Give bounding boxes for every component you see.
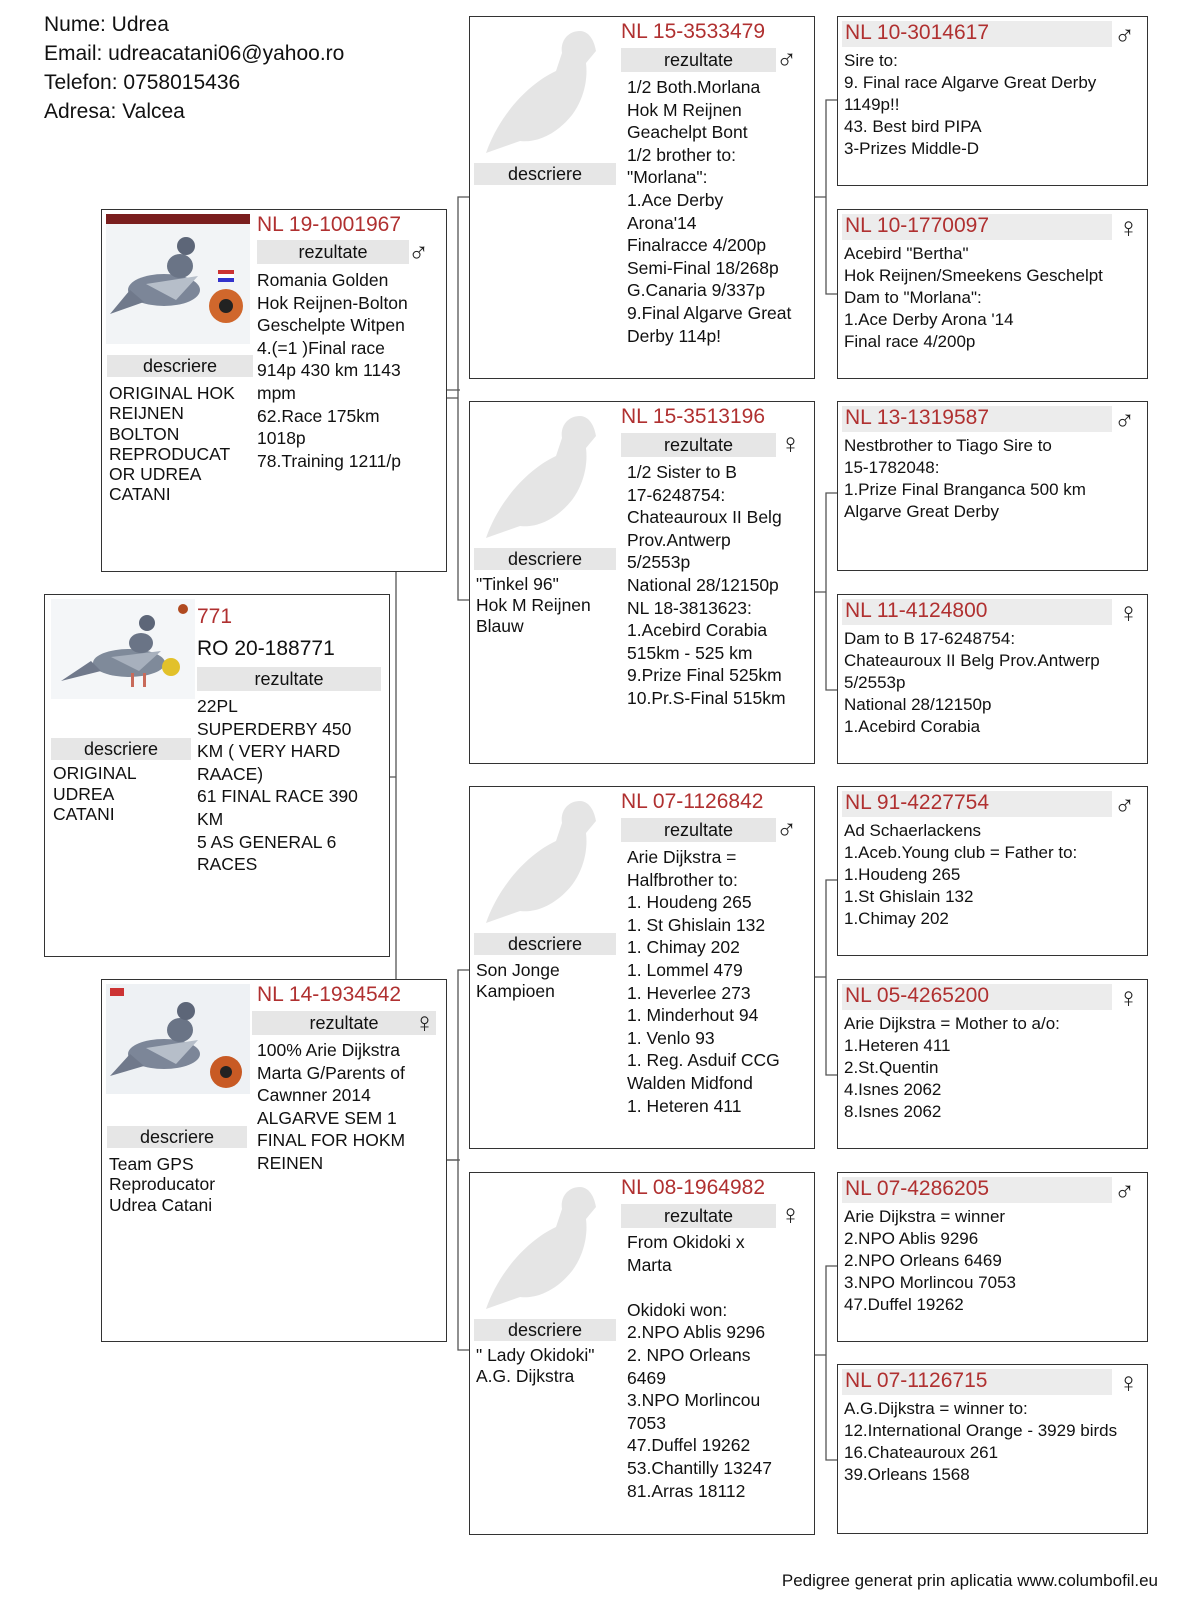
great-grandparent-ring-7: NL 07-4286205	[845, 1177, 990, 1200]
grandparent-results-header-1: rezultate	[621, 48, 776, 72]
grandparent-card-1	[469, 16, 815, 379]
subject-results-header: rezultate	[197, 667, 381, 691]
female-symbol-icon: ♀	[1118, 982, 1139, 1013]
dam-results-header: rezultate	[252, 1011, 436, 1035]
grandparent-description-3: Son Jonge Kampioen	[476, 960, 560, 1001]
pigeon-photo-icon	[106, 984, 250, 1094]
great-grandparent-card-5	[837, 786, 1148, 956]
grandparent-description-2: "Tinkel 96" Hok M Reijnen Blauw	[476, 574, 591, 636]
owner-phone: Telefon: 0758015436	[44, 71, 241, 94]
great-grandparent-text-3: Nestbrother to Tiago Sire to 15-1782048: 1.Prize Final Branganca 500 km Algarve Great Derby	[844, 436, 1086, 521]
dam-ring: NL 14-1934542	[257, 983, 402, 1006]
great-grandparent-text-7: Arie Dijkstra = winner 2.NPO Ablis 9296 2.NPO Orleans 6469 3.NPO Morlincou 7053 47.Duffel 19262	[844, 1207, 1016, 1314]
great-grandparent-ring-8: NL 07-1126715	[845, 1369, 988, 1392]
subject-nickname: 771	[197, 605, 233, 628]
subject-results: 22PL SUPERDERBY 450 KM ( VERY HARD RAACE) 61 FINAL RACE 390 KM 5 AS GENERAL 6 RACES	[197, 696, 358, 875]
grandparent-description-header-3: descriere	[474, 933, 616, 955]
grandparent-description-4: " Lady Okidoki" A.G. Dijkstra	[476, 1345, 595, 1386]
male-symbol-icon: ♂	[1114, 19, 1135, 50]
footer-credit: Pedigree generat prin aplicatia www.columbofil.eu	[781, 1571, 1158, 1590]
grandparent-ring-2: NL 15-3513196	[621, 405, 766, 428]
grandparent-card-4	[469, 1172, 815, 1535]
pigeon-silhouette-icon	[480, 793, 630, 943]
great-grandparent-text-5: Ad Schaerlackens 1.Aceb.Young club = Father to: 1.Houdeng 265 1.St Ghislain 132 1.Chimay 202	[844, 821, 1078, 928]
grandparent-results-header-4: rezultate	[621, 1204, 776, 1228]
female-symbol-icon: ♀	[1118, 1367, 1139, 1398]
pigeon-silhouette-icon	[480, 408, 630, 558]
male-symbol-icon: ♂	[1114, 1175, 1135, 1206]
grandparent-card-3	[469, 786, 815, 1149]
grandparent-results-3: Arie Dijkstra = Halfbrother to: 1. Houdeng 265 1. St Ghislain 132 1. Chimay 202 1. Lommel 479 1. Heverlee 273 1. Minderhout 94 1. Venlo 93 1. Reg. Asduif CCG Walden Midfond 1. Heteren 411	[627, 847, 780, 1116]
great-grandparent-ring-1: NL 10-3014617	[845, 21, 990, 44]
dam-description-header: descriere	[107, 1126, 247, 1148]
grandparent-results-header-3: rezultate	[621, 818, 776, 842]
grandparent-description-header-1: descriere	[474, 163, 616, 185]
subject-description-header: descriere	[51, 738, 191, 760]
pigeon-silhouette-icon	[480, 1179, 630, 1329]
grandparent-results-4: From Okidoki x Marta Okidoki won: 2.NPO Ablis 9296 2. NPO Orleans 6469 3.NPO Morlincou 7053 47.Duffel 19262 53.Chantilly 13247 81.Arras 18112	[627, 1232, 772, 1501]
grandparent-ring-3: NL 07-1126842	[621, 790, 764, 813]
sire-ring: NL 19-1001967	[257, 213, 402, 236]
female-symbol-icon: ♀	[414, 1007, 435, 1038]
sire-photo	[106, 214, 250, 344]
great-grandparent-text-1: Sire to: 9. Final race Algarve Great Derby 1149p!! 43. Best bird PIPA 3-Prizes Middle-D	[844, 51, 1097, 158]
sire-results: Romania Golden Hok Reijnen-Bolton Geschelpte Witpen 4.(=1 )Final race 914p 430 km 1143 mpm 62.Race 175km 1018p 78.Training 1211/p	[257, 270, 408, 471]
female-symbol-icon: ♀	[780, 428, 801, 459]
dam-card	[101, 979, 447, 1342]
male-symbol-icon: ♂	[1114, 789, 1135, 820]
great-grandparent-text-6: Arie Dijkstra = Mother to a/o: 1.Heteren 411 2.St.Quentin 4.Isnes 2062 8.Isnes 2062	[844, 1014, 1060, 1121]
dam-description: Team GPS Reproducator Udrea Catani	[109, 1154, 216, 1215]
great-grandparent-card-3	[837, 401, 1148, 571]
subject-ring: RO 20-188771	[197, 637, 335, 660]
grandparent-ring-4: NL 08-1964982	[621, 1176, 766, 1199]
grandparent-ring-1: NL 15-3533479	[621, 20, 766, 43]
great-grandparent-card-4	[837, 594, 1148, 764]
sire-card	[101, 209, 447, 572]
owner-email[interactable]: Email: udreacatani06@yahoo.ro	[44, 42, 345, 65]
male-symbol-icon: ♂	[1114, 404, 1135, 435]
male-symbol-icon: ♂	[776, 813, 797, 844]
dam-photo	[106, 984, 250, 1094]
great-grandparent-ring-4: NL 11-4124800	[845, 599, 988, 622]
pigeon-silhouette-icon	[480, 23, 630, 173]
pigeon-photo-icon	[51, 599, 195, 699]
great-grandparent-text-8: A.G.Dijkstra = winner to: 12.International Orange - 3929 birds 16.Chateauroux 261 39.Orleans 1568	[844, 1399, 1118, 1484]
owner-name: Nume: Udrea	[44, 13, 169, 36]
subject-card	[44, 594, 390, 957]
sire-description: ORIGINAL HOK REIJNEN BOLTON REPRODUCAT OR UDREA CATANI	[109, 383, 235, 505]
female-symbol-icon: ♀	[1118, 212, 1139, 243]
subject-description: ORIGINAL UDREA CATANI	[53, 763, 137, 824]
female-symbol-icon: ♀	[780, 1199, 801, 1230]
great-grandparent-card-8	[837, 1364, 1148, 1534]
dam-results: 100% Arie Dijkstra Marta G/Parents of Cawnner 2014 ALGARVE SEM 1 FINAL FOR HOKM REINEN	[257, 1040, 406, 1173]
pigeon-photo-icon	[106, 214, 250, 344]
great-grandparent-card-6	[837, 979, 1148, 1149]
male-symbol-icon: ♂	[408, 236, 429, 267]
grandparent-description-header-2: descriere	[474, 548, 616, 570]
grandparent-results-header-2: rezultate	[621, 433, 776, 457]
owner-address: Adresa: Valcea	[44, 100, 185, 123]
great-grandparent-ring-5: NL 91-4227754	[845, 791, 990, 814]
great-grandparent-ring-2: NL 10-1770097	[845, 214, 990, 237]
grandparent-card-2	[469, 401, 815, 764]
great-grandparent-text-4: Dam to B 17-6248754: Chateauroux II Belg Prov.Antwerp 5/2553p National 28/12150p 1.Acebird Corabia	[844, 629, 1100, 736]
great-grandparent-ring-6: NL 05-4265200	[845, 984, 990, 1007]
great-grandparent-card-2	[837, 209, 1148, 379]
grandparent-results-2: 1/2 Sister to B 17-6248754: Chateauroux II Belg Prov.Antwerp 5/2553p National 28/12150p NL 18-3813623: 1.Acebird Corabia 515km - 525 km 9.Prize Final 525km 10.Pr.S-Final 515km	[627, 462, 786, 708]
grandparent-results-1: 1/2 Both.Morlana Hok M Reijnen Geachelpt Bont 1/2 brother to: "Morlana": 1.Ace Derby Arona'14 Finalracce 4/200p Semi-Final 18/268p G.Canaria 9/337p 9.Final Algarve Great Derby 114p!	[627, 77, 792, 346]
subject-photo	[51, 599, 195, 699]
grandparent-description-header-4: descriere	[474, 1319, 616, 1341]
great-grandparent-text-2: Acebird "Bertha" Hok Reijnen/Smeekens Geschelpt Dam to "Morlana": 1.Ace Derby Arona '14 Final race 4/200p	[844, 244, 1103, 351]
great-grandparent-card-1	[837, 16, 1148, 186]
sire-description-header: descriere	[107, 355, 253, 377]
sire-results-header: rezultate	[257, 240, 409, 264]
female-symbol-icon: ♀	[1118, 597, 1139, 628]
male-symbol-icon: ♂	[776, 43, 797, 74]
great-grandparent-card-7	[837, 1172, 1148, 1342]
great-grandparent-ring-3: NL 13-1319587	[845, 406, 990, 429]
